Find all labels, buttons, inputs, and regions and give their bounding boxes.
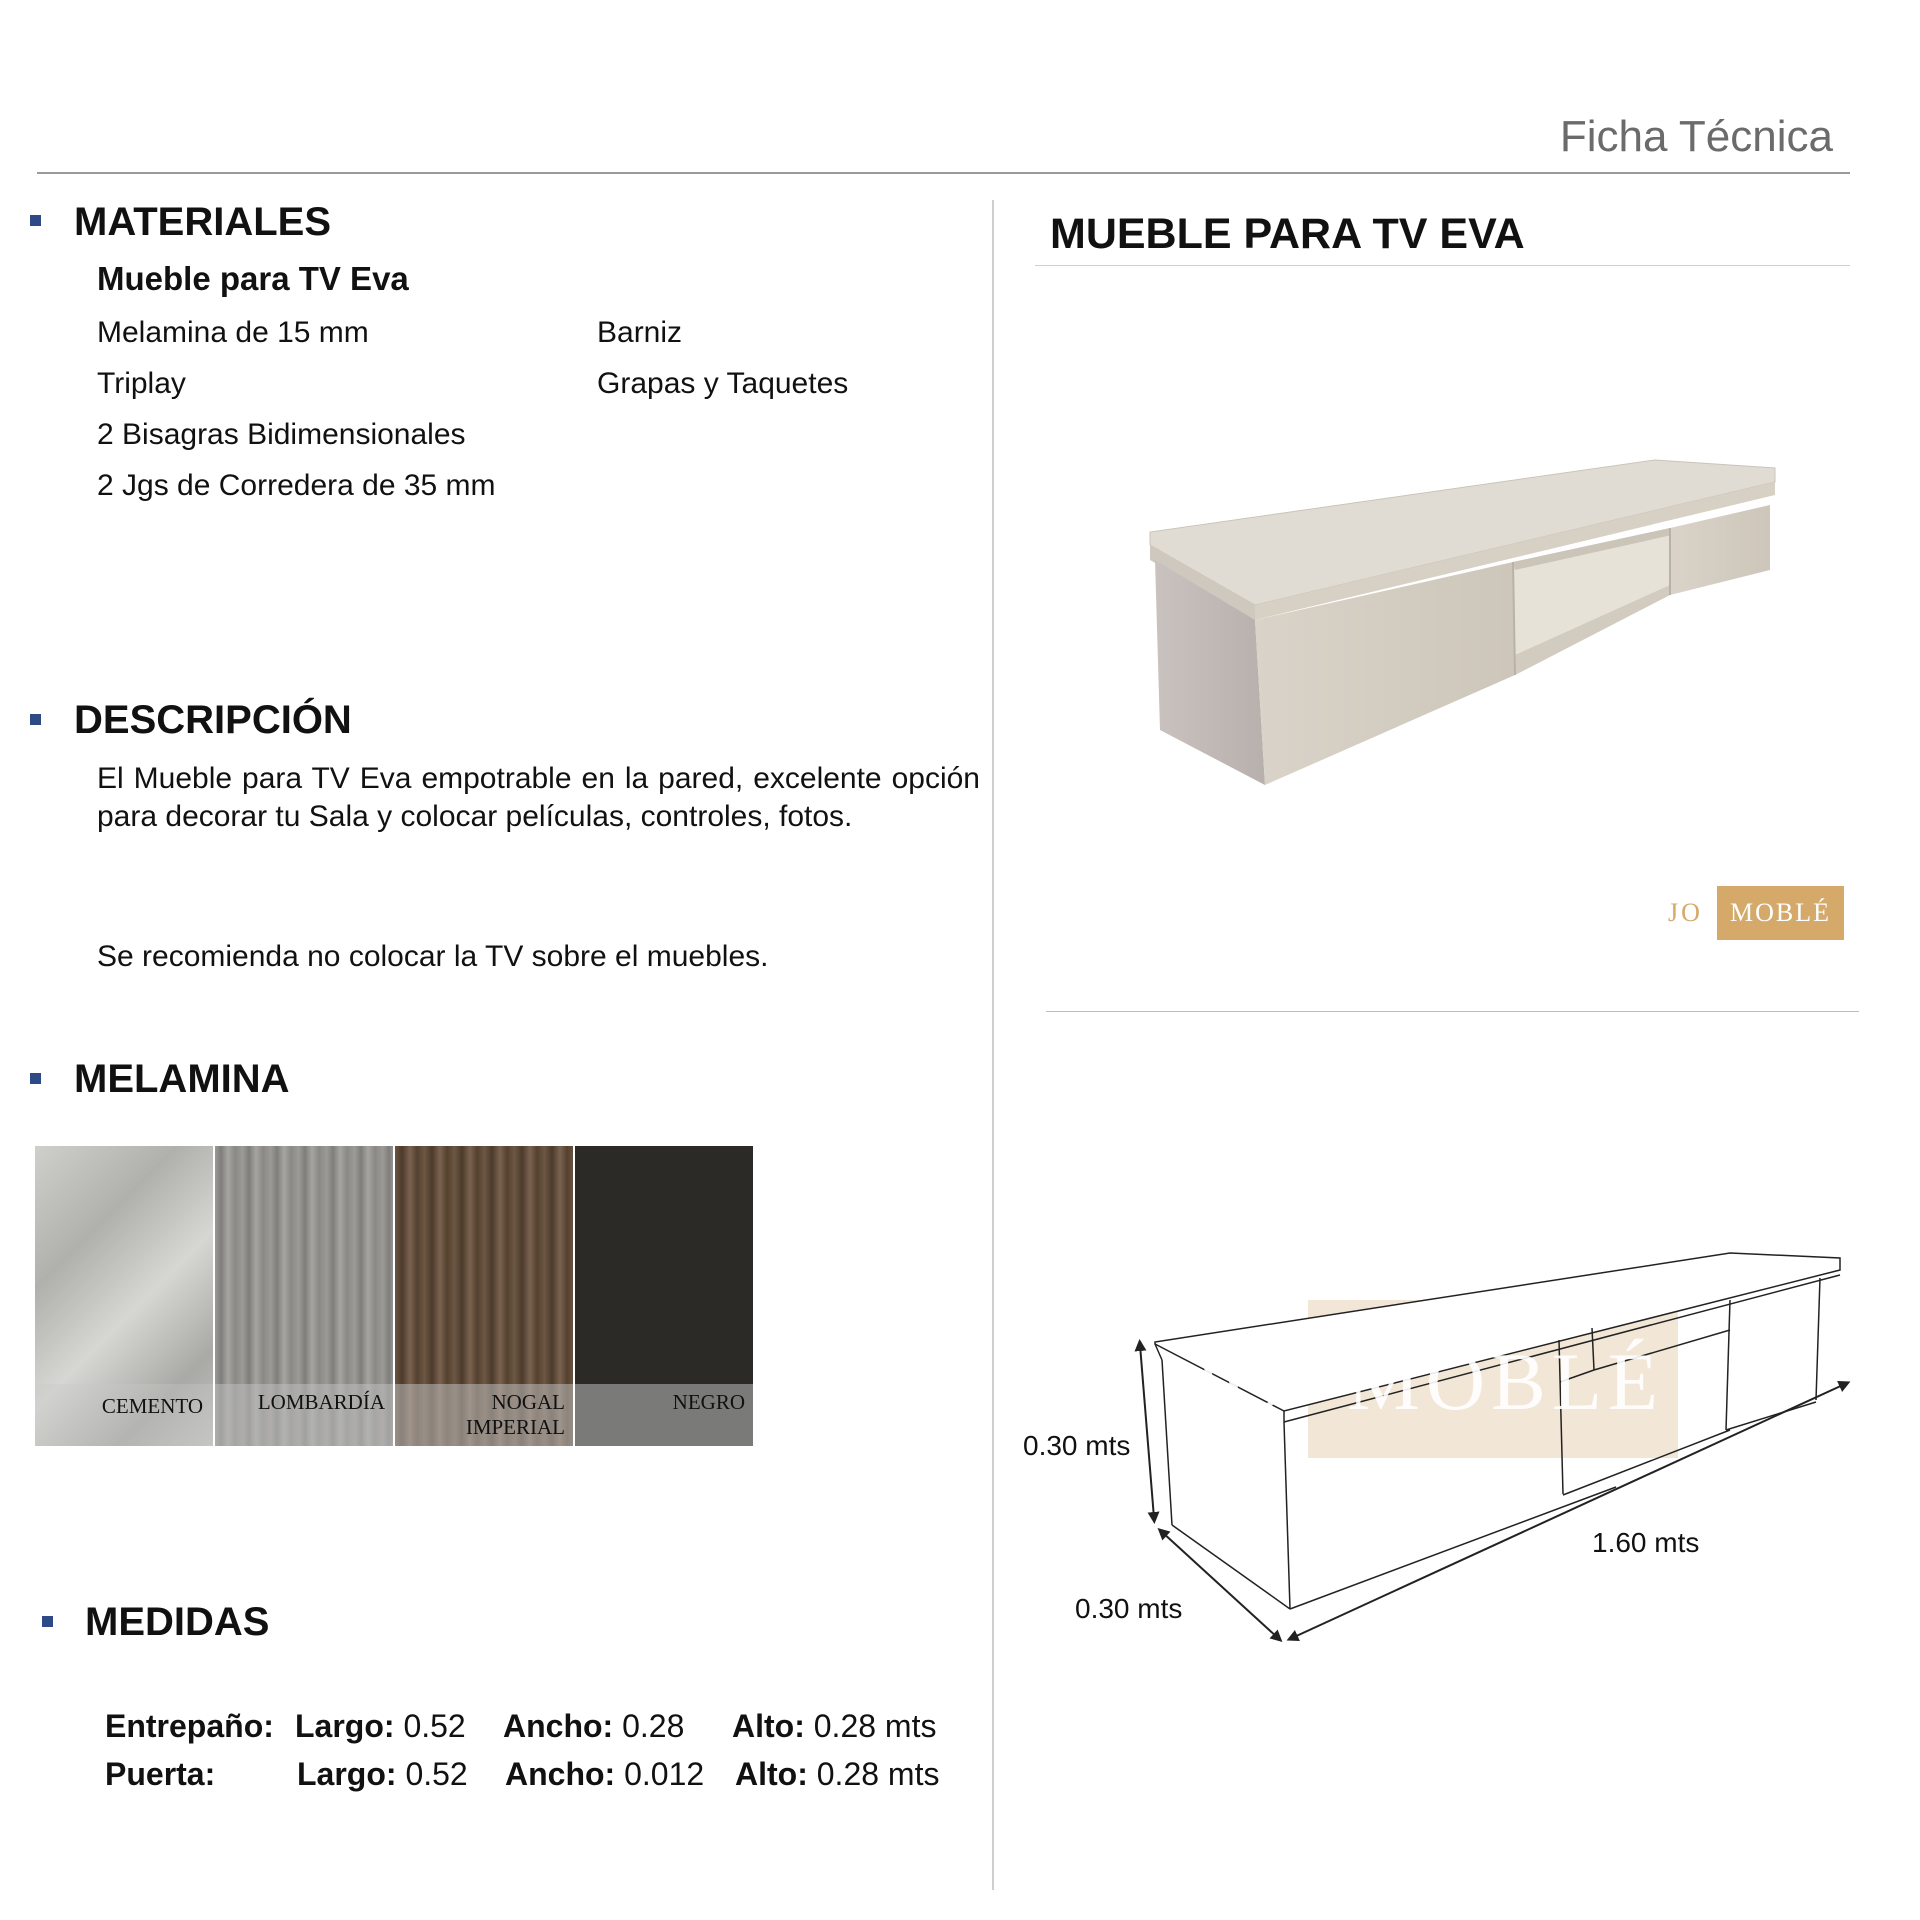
descripcion-title: DESCRIPCIÓN xyxy=(74,698,352,742)
bullet-icon xyxy=(42,1616,53,1627)
medidas-title: MEDIDAS xyxy=(85,1600,270,1644)
materiales-product: Mueble para TV Eva xyxy=(97,260,409,297)
materiales-title: MATERIALES xyxy=(74,200,332,244)
product-photo xyxy=(1130,450,1790,800)
panel-divider xyxy=(1046,1011,1859,1012)
swatch-lombardia xyxy=(215,1146,393,1446)
swatch-label: CEMENTO xyxy=(101,1394,203,1418)
swatch-negro xyxy=(575,1146,753,1446)
dimension-height-label: 0.30 mts xyxy=(1023,1430,1131,1461)
product-title-divider xyxy=(1035,265,1850,266)
melamina-title: MELAMINA xyxy=(74,1057,290,1101)
medidas-row-entrepano: Entrepaño: Largo: 0.52 Ancho: 0.28 Alto: 0.28 mts xyxy=(105,1708,937,1744)
material-item: 2 Bisagras Bidimensionales xyxy=(97,418,466,451)
brand-logo: JO MOBLÉ xyxy=(1668,886,1848,940)
dimension-depth-label: 0.30 mts xyxy=(1075,1593,1183,1624)
page-header-title: Ficha Técnica xyxy=(1559,112,1833,161)
swatch-label: NEGRO xyxy=(672,1390,745,1414)
material-item: Triplay xyxy=(97,367,186,400)
header-divider xyxy=(37,172,1850,174)
bullet-icon xyxy=(30,1073,41,1084)
material-item: Grapas y Taquetes xyxy=(597,367,849,400)
product-title: MUEBLE PARA TV EVA xyxy=(1050,210,1525,258)
descripcion-note: Se recomienda no colocar la TV sobre el muebles. xyxy=(97,940,769,973)
swatch-label: LOMBARDÍA xyxy=(257,1390,385,1414)
watermark-text: JO xyxy=(1188,1336,1292,1427)
material-item: Melamina de 15 mm xyxy=(97,316,369,349)
bullet-icon xyxy=(30,714,41,725)
material-item: Barniz xyxy=(597,316,683,349)
swatch-nogal-imperial xyxy=(395,1146,573,1446)
watermark-text: MOBLÉ xyxy=(1347,1336,1664,1427)
material-item: 2 Jgs de Corredera de 35 mm xyxy=(97,469,496,502)
descripcion-paragraph: El Mueble para TV Eva empotrable en la pared, excelente opción para decorar tu Sala y colocar películas, controles, fotos. xyxy=(97,762,980,833)
swatch-label: NOGAL IMPERIAL xyxy=(465,1390,565,1439)
column-divider xyxy=(992,200,994,1890)
bullet-icon xyxy=(30,215,41,226)
dimension-length-label: 1.60 mts xyxy=(1592,1527,1700,1558)
swatch-cemento xyxy=(35,1146,213,1446)
medidas-row-puerta: Puerta: Largo: 0.52 Ancho: 0.012 Alto: 0.28 mts xyxy=(105,1756,940,1792)
